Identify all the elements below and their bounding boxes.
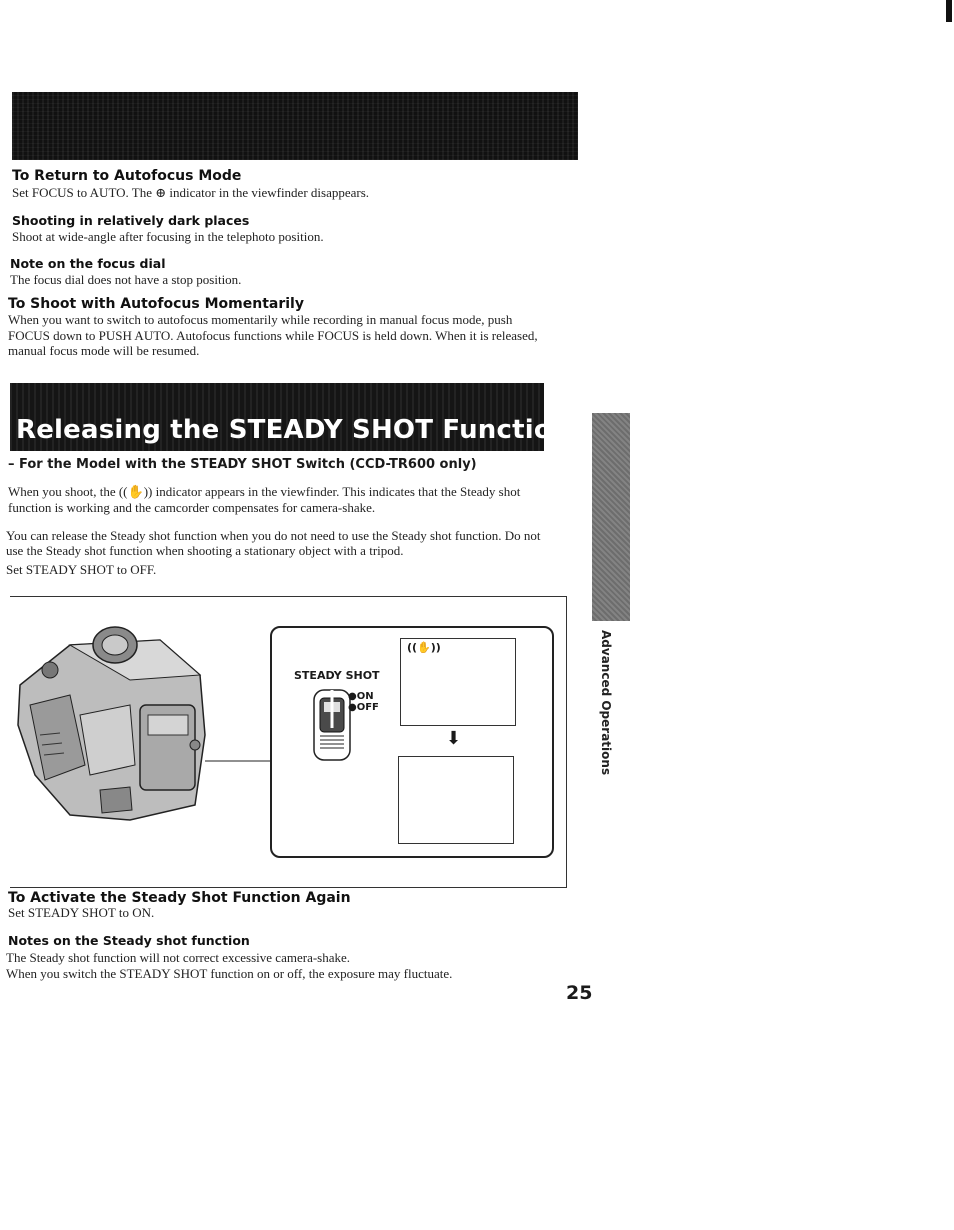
title-bar <box>10 383 571 451</box>
steady-shot-indicator-icon: ((✋)) <box>407 641 441 654</box>
notes-line: When you switch the STEADY SHOT function on or off, the exposure may fluctuate. <box>6 966 453 981</box>
steady-shot-label: STEADY SHOT <box>294 669 380 682</box>
intro-line: use the Steady shot function when shooting a stationary object with a tripod. <box>6 543 404 558</box>
viewfinder-on <box>400 638 516 726</box>
page-number: 25 <box>566 982 593 1004</box>
return-autofocus-heading: To Return to Autofocus Mode <box>12 168 242 184</box>
activate-text: Set STEADY SHOT to ON. <box>8 905 155 920</box>
page-title: Releasing the STEADY SHOT Function <box>16 415 571 445</box>
viewfinder-off <box>398 756 514 844</box>
intro-line: function is working and the camcorder compensates for camera-shake. <box>8 500 376 515</box>
notes-line: The Steady shot function will not correct excessive camera-shake. <box>6 950 351 965</box>
activate-heading: To Activate the Steady Shot Function Again <box>8 890 351 906</box>
af-momentarily-line: manual focus mode will be resumed. <box>8 343 200 358</box>
switch-on-label: ●ON <box>348 691 374 702</box>
af-momentarily-line: FOCUS down to PUSH AUTO. Autofocus functions while FOCUS is held down. When it is released, <box>8 328 538 343</box>
camcorder-illustration <box>10 615 272 825</box>
arrow-down-icon: ⬇ <box>446 728 462 749</box>
edge-marker <box>946 0 952 22</box>
switch-off-label: ●OFF <box>348 702 379 713</box>
notes-heading: Notes on the Steady shot function <box>8 933 250 948</box>
section-header-bar <box>12 92 578 160</box>
instruction-step: Set STEADY SHOT to OFF. <box>6 562 157 577</box>
return-autofocus-text: Set FOCUS to AUTO. The ⊕ indicator in the viewfinder disappears. <box>12 185 370 200</box>
af-momentarily-heading: To Shoot with Autofocus Momentarily <box>8 296 304 312</box>
subtitle: – For the Model with the STEADY SHOT Switch (CCD-TR600 only) <box>8 457 477 472</box>
focus-dial-heading: Note on the focus dial <box>10 256 166 271</box>
intro-line: You can release the Steady shot function when you do not need to use the Steady shot function. Do not <box>6 528 541 543</box>
af-momentarily-line: When you want to switch to autofocus momentarily while recording in manual focus mode, push <box>8 312 513 327</box>
focus-dial-text: The focus dial does not have a stop position. <box>10 272 242 287</box>
intro-line: When you shoot, the ((✋)) indicator appears in the viewfinder. This indicates that the Steady shot <box>8 484 521 499</box>
side-tab-marker <box>592 413 630 621</box>
dark-places-text: Shoot at wide-angle after focusing in the telephoto position. <box>12 229 324 244</box>
dark-places-heading: Shooting in relatively dark places <box>12 213 250 228</box>
side-tab-label: Advanced Operations <box>599 630 613 776</box>
